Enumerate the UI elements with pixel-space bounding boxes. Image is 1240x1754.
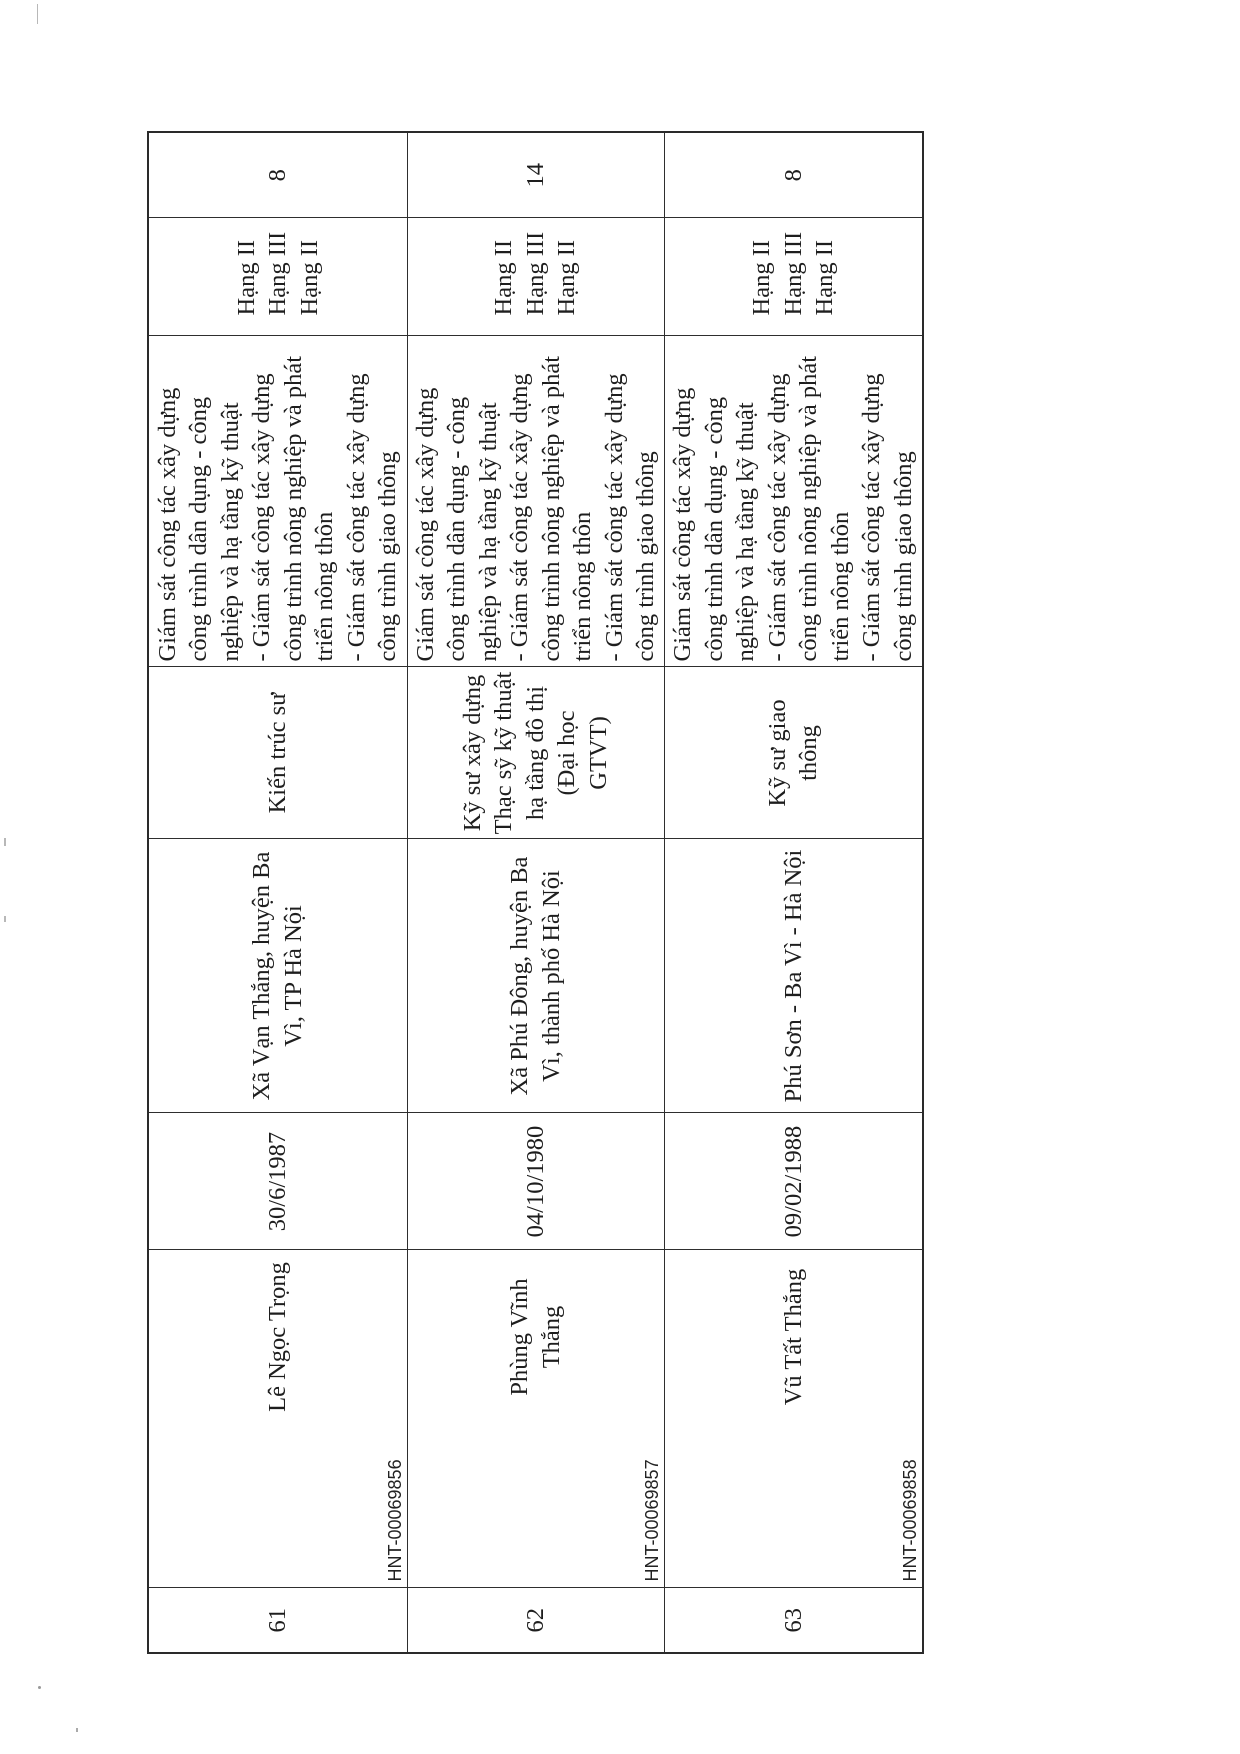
field-cell (664, 336, 923, 667)
personnel-table (147, 131, 924, 1654)
qualification-line: hạ tầng đô thị (521, 685, 549, 821)
stt-cell (664, 1588, 923, 1653)
person-name-line: Vũ Tất Thắng (779, 1268, 807, 1406)
field-cell (148, 336, 407, 667)
field-line: công trình dân dụng - công (700, 396, 728, 662)
record-code: HNT-00069858 (900, 1459, 920, 1582)
rank-cell (664, 218, 923, 336)
field-line: Giám sát công tác xây dựng (669, 387, 697, 662)
dob-cell (148, 1113, 407, 1250)
field-line: - Giám sát công tác xây dựng (342, 373, 370, 662)
qualification-line: Kỹ sư xây dựng (458, 674, 486, 832)
address-line: Xã Vạn Thắng, huyện Ba (248, 851, 276, 1101)
experience-years: 8 (264, 169, 291, 182)
date-of-birth: 30/6/1987 (264, 1131, 291, 1232)
rank-cell (407, 218, 664, 336)
qualification-cell (148, 667, 407, 839)
address-line: Vì, thành phố Hà Nội (537, 870, 565, 1082)
experience-years: 8 (779, 169, 807, 182)
stt-cell (148, 1588, 407, 1653)
record-code: HNT-00069857 (641, 1459, 662, 1582)
address-line: Vì, TP Hà Nội (279, 905, 307, 1047)
scan-mark (76, 1728, 78, 1732)
name-cell (407, 1250, 664, 1588)
field-cell (407, 336, 664, 667)
date-of-birth: 04/10/1980 (521, 1125, 549, 1238)
field-line: công trình giao thông (374, 451, 402, 662)
rank-line: Hạng II (490, 239, 518, 316)
experience-cell (407, 132, 664, 218)
field-line: nghiệp và hạ tầng kỹ thuật (474, 402, 502, 662)
qualification-line: GTVT) (584, 716, 612, 790)
experience-cell (664, 132, 923, 218)
field-line: - Giám sát công tác xây dựng (600, 373, 628, 662)
address-line: Xã Phú Đông, huyện Ba (506, 856, 533, 1096)
field-line: công trình dân dụng - công (185, 396, 213, 662)
qualification-line: Kiến trúc sư (264, 692, 291, 814)
experience-cell (148, 132, 407, 218)
person-name-line: Thắng (537, 1305, 565, 1369)
field-line: - Giám sát công tác xây dựng (506, 373, 533, 662)
experience-years: 14 (521, 163, 549, 188)
rank-line: Hạng II (553, 239, 581, 316)
address-cell (407, 839, 664, 1113)
address-cell (664, 839, 923, 1113)
field-line: công trình giao thông (632, 451, 659, 662)
scan-mark (38, 1686, 41, 1689)
row-number: 62 (521, 1608, 549, 1633)
field-line: triển nông thôn (311, 511, 339, 662)
row-number: 63 (779, 1608, 807, 1633)
qualification-line: Thạc sỹ kỹ thuật (490, 671, 518, 835)
field-line: Giám sát công tác xây dựng (411, 387, 439, 662)
scan-mark (4, 838, 6, 846)
rank-line: Hạng II (295, 239, 323, 316)
table-row (407, 132, 664, 1653)
rank-line: Hạng II (232, 239, 260, 316)
field-line: công trình nông nghiệp và phát (279, 355, 307, 662)
rank-line: Hạng III (521, 231, 549, 316)
qualification-cell (407, 667, 664, 839)
field-line: triển nông thôn (826, 511, 854, 662)
name-cell (148, 1250, 407, 1588)
field-line: công trình nông nghiệp và phát (795, 355, 823, 662)
row-number: 61 (264, 1608, 291, 1633)
address-line: Phú Sơn - Ba Vì - Hà Nội (779, 849, 807, 1103)
scan-mark (4, 916, 6, 922)
rank-line: Hạng II (748, 239, 775, 316)
field-line: triển nông thôn (569, 511, 596, 662)
field-line: Giám sát công tác xây dựng (153, 387, 181, 662)
field-line: - Giám sát công tác xây dựng (763, 373, 791, 662)
field-line: công trình giao thông (889, 451, 917, 662)
field-line: công trình dân dụng - công (443, 396, 470, 662)
dob-cell (664, 1113, 923, 1250)
qualification-line: (Đại học (553, 710, 581, 796)
record-code: HNT-00069856 (384, 1459, 405, 1582)
field-line: nghiệp và hạ tầng kỹ thuật (216, 402, 244, 662)
qualification-line: Kỹ sư giao (763, 699, 791, 807)
field-line: nghiệp và hạ tầng kỹ thuật (732, 402, 760, 662)
rank-cell (148, 218, 407, 336)
qualification-line: thông (795, 725, 823, 781)
field-line: công trình nông nghiệp và phát (537, 355, 565, 662)
rank-line: Hạng III (779, 231, 807, 316)
name-cell (664, 1250, 923, 1588)
dob-cell (407, 1113, 664, 1250)
table-row (148, 132, 407, 1653)
address-cell (148, 839, 407, 1113)
scan-mark (37, 4, 38, 24)
rank-line: Hạng III (264, 231, 291, 316)
date-of-birth: 09/02/1988 (779, 1125, 807, 1238)
person-name-line: Lê Ngọc Trọng (264, 1262, 291, 1412)
field-line: - Giám sát công tác xây dựng (248, 373, 276, 662)
rotated-table-sheet (147, 133, 922, 1654)
rank-line: Hạng II (811, 239, 838, 316)
table-row (664, 132, 923, 1653)
person-name-line: Phùng Vĩnh (506, 1278, 533, 1396)
field-line: - Giám sát công tác xây dựng (858, 373, 886, 662)
qualification-cell (664, 667, 923, 839)
stt-cell (407, 1588, 664, 1653)
